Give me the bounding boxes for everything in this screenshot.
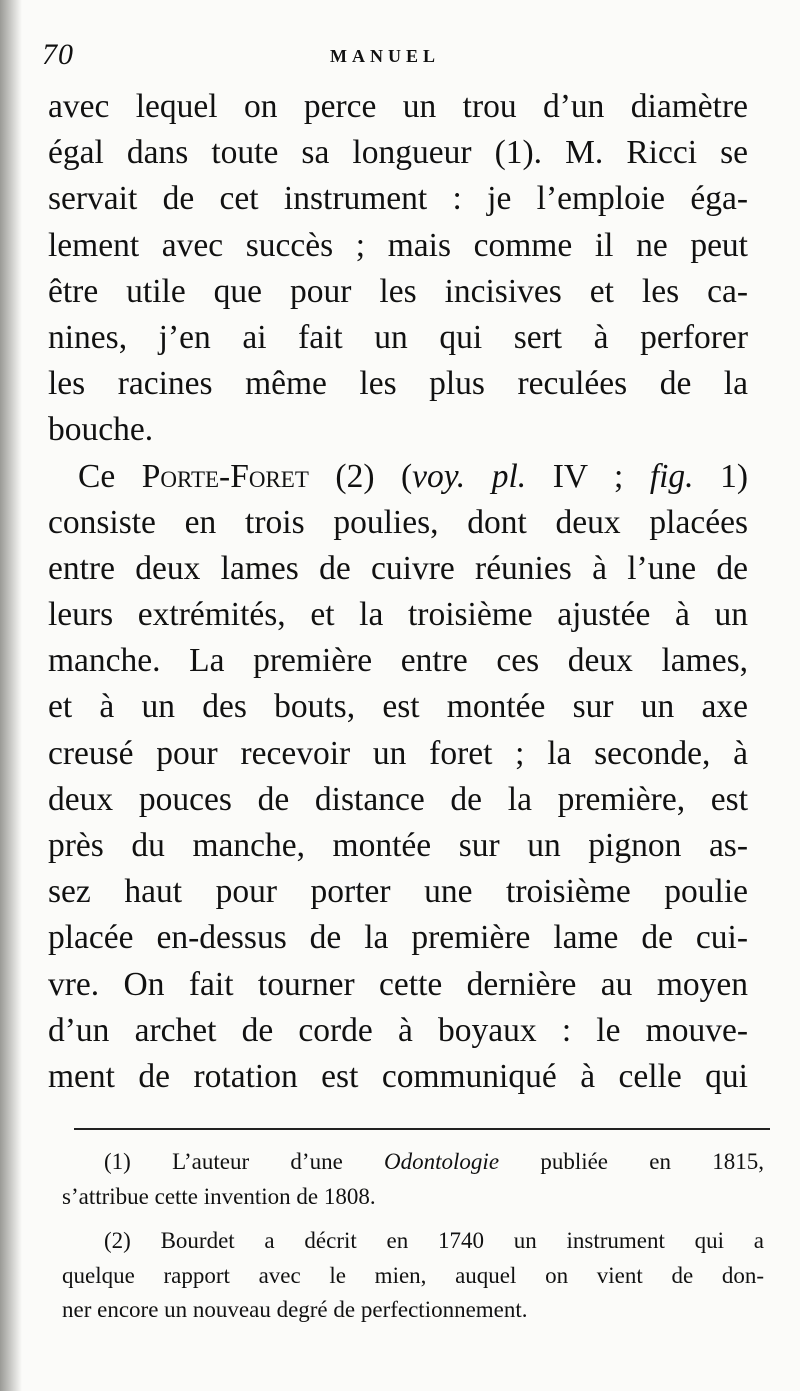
footnotes [62, 1145, 764, 1328]
text-line: bouche. [48, 411, 154, 449]
text-line: entre deux lames de cuivre réunies à l’une de [48, 549, 748, 587]
text-line: creusé pour recevoir un foret ; la seconde, à [48, 734, 748, 772]
text-run: (1) L’auteur d’une [104, 1149, 385, 1174]
plate-reference: voy. pl. [412, 457, 527, 495]
text-line: nines, j’en ai fait un qui sert à perforer [48, 318, 748, 356]
paragraph-start-line [48, 454, 748, 500]
text-run: IV ; [526, 457, 650, 495]
text-line: sez haut pour porter une troisième poulie [48, 873, 748, 911]
footnote-1-line [62, 1145, 764, 1180]
text-run: 1) [693, 457, 748, 495]
text-line: près du manche, montée sur un pignon as- [48, 827, 748, 864]
text-line: leurs extrémités, et la troisième ajustée à un [48, 596, 748, 634]
text-run: Ce [78, 457, 142, 495]
text-line: d’un archet de corde à boyaux : le mouve- [48, 1011, 748, 1049]
text-line: deux pouces de distance de la première, est [48, 780, 748, 818]
text-run: publiée en 1815, [499, 1149, 764, 1174]
footnote-2-line: (2) Bourdet a décrit en 1740 un instrument qui a [104, 1228, 764, 1253]
text-run: (2) ( [308, 457, 413, 495]
figure-reference: fig. [649, 457, 694, 495]
instrument-name: Porte-Foret [141, 457, 309, 495]
text-line: égal dans toute sa longueur (1). M. Ricci se [48, 134, 748, 172]
footnote-2-line: quelque rapport avec le mien, auquel on vient de don- [62, 1262, 764, 1288]
text-line: les racines même les plus reculées de la [48, 365, 748, 403]
page-gutter-shadow [0, 0, 22, 1391]
text-line: manche. La première entre ces deux lames, [48, 642, 748, 680]
page-number: 70 [42, 38, 74, 71]
text-line: ment de rotation est communiqué à celle qui [48, 1057, 748, 1095]
text-line: être utile que pour les incisives et les ca- [48, 272, 748, 310]
text-line: lement avec succès ; mais comme il ne peut [48, 226, 748, 264]
main-text [48, 84, 748, 1100]
footnote-2-line: ner encore un nouveau degré de perfectionnement. [62, 1297, 528, 1322]
text-line: vre. On fait tourner cette dernière au moyen [48, 965, 748, 1003]
text-line: consiste en trois poulies, dont deux placées [48, 503, 748, 541]
footnote-rule [74, 1128, 770, 1130]
text-line: servait de cet instrument : je l’emploie éga- [48, 180, 748, 218]
text-line: et à un des bouts, est montée sur un axe [48, 688, 748, 726]
text-line: avec lequel on perce un trou d’un diamètre [48, 88, 748, 125]
book-title: Odontologie [384, 1149, 500, 1174]
text-line: placée en-dessus de la première lame de cui- [48, 919, 748, 957]
running-head: MANUEL [330, 46, 440, 66]
footnote-1-line: s’attribue cette invention de 1808. [62, 1183, 376, 1209]
